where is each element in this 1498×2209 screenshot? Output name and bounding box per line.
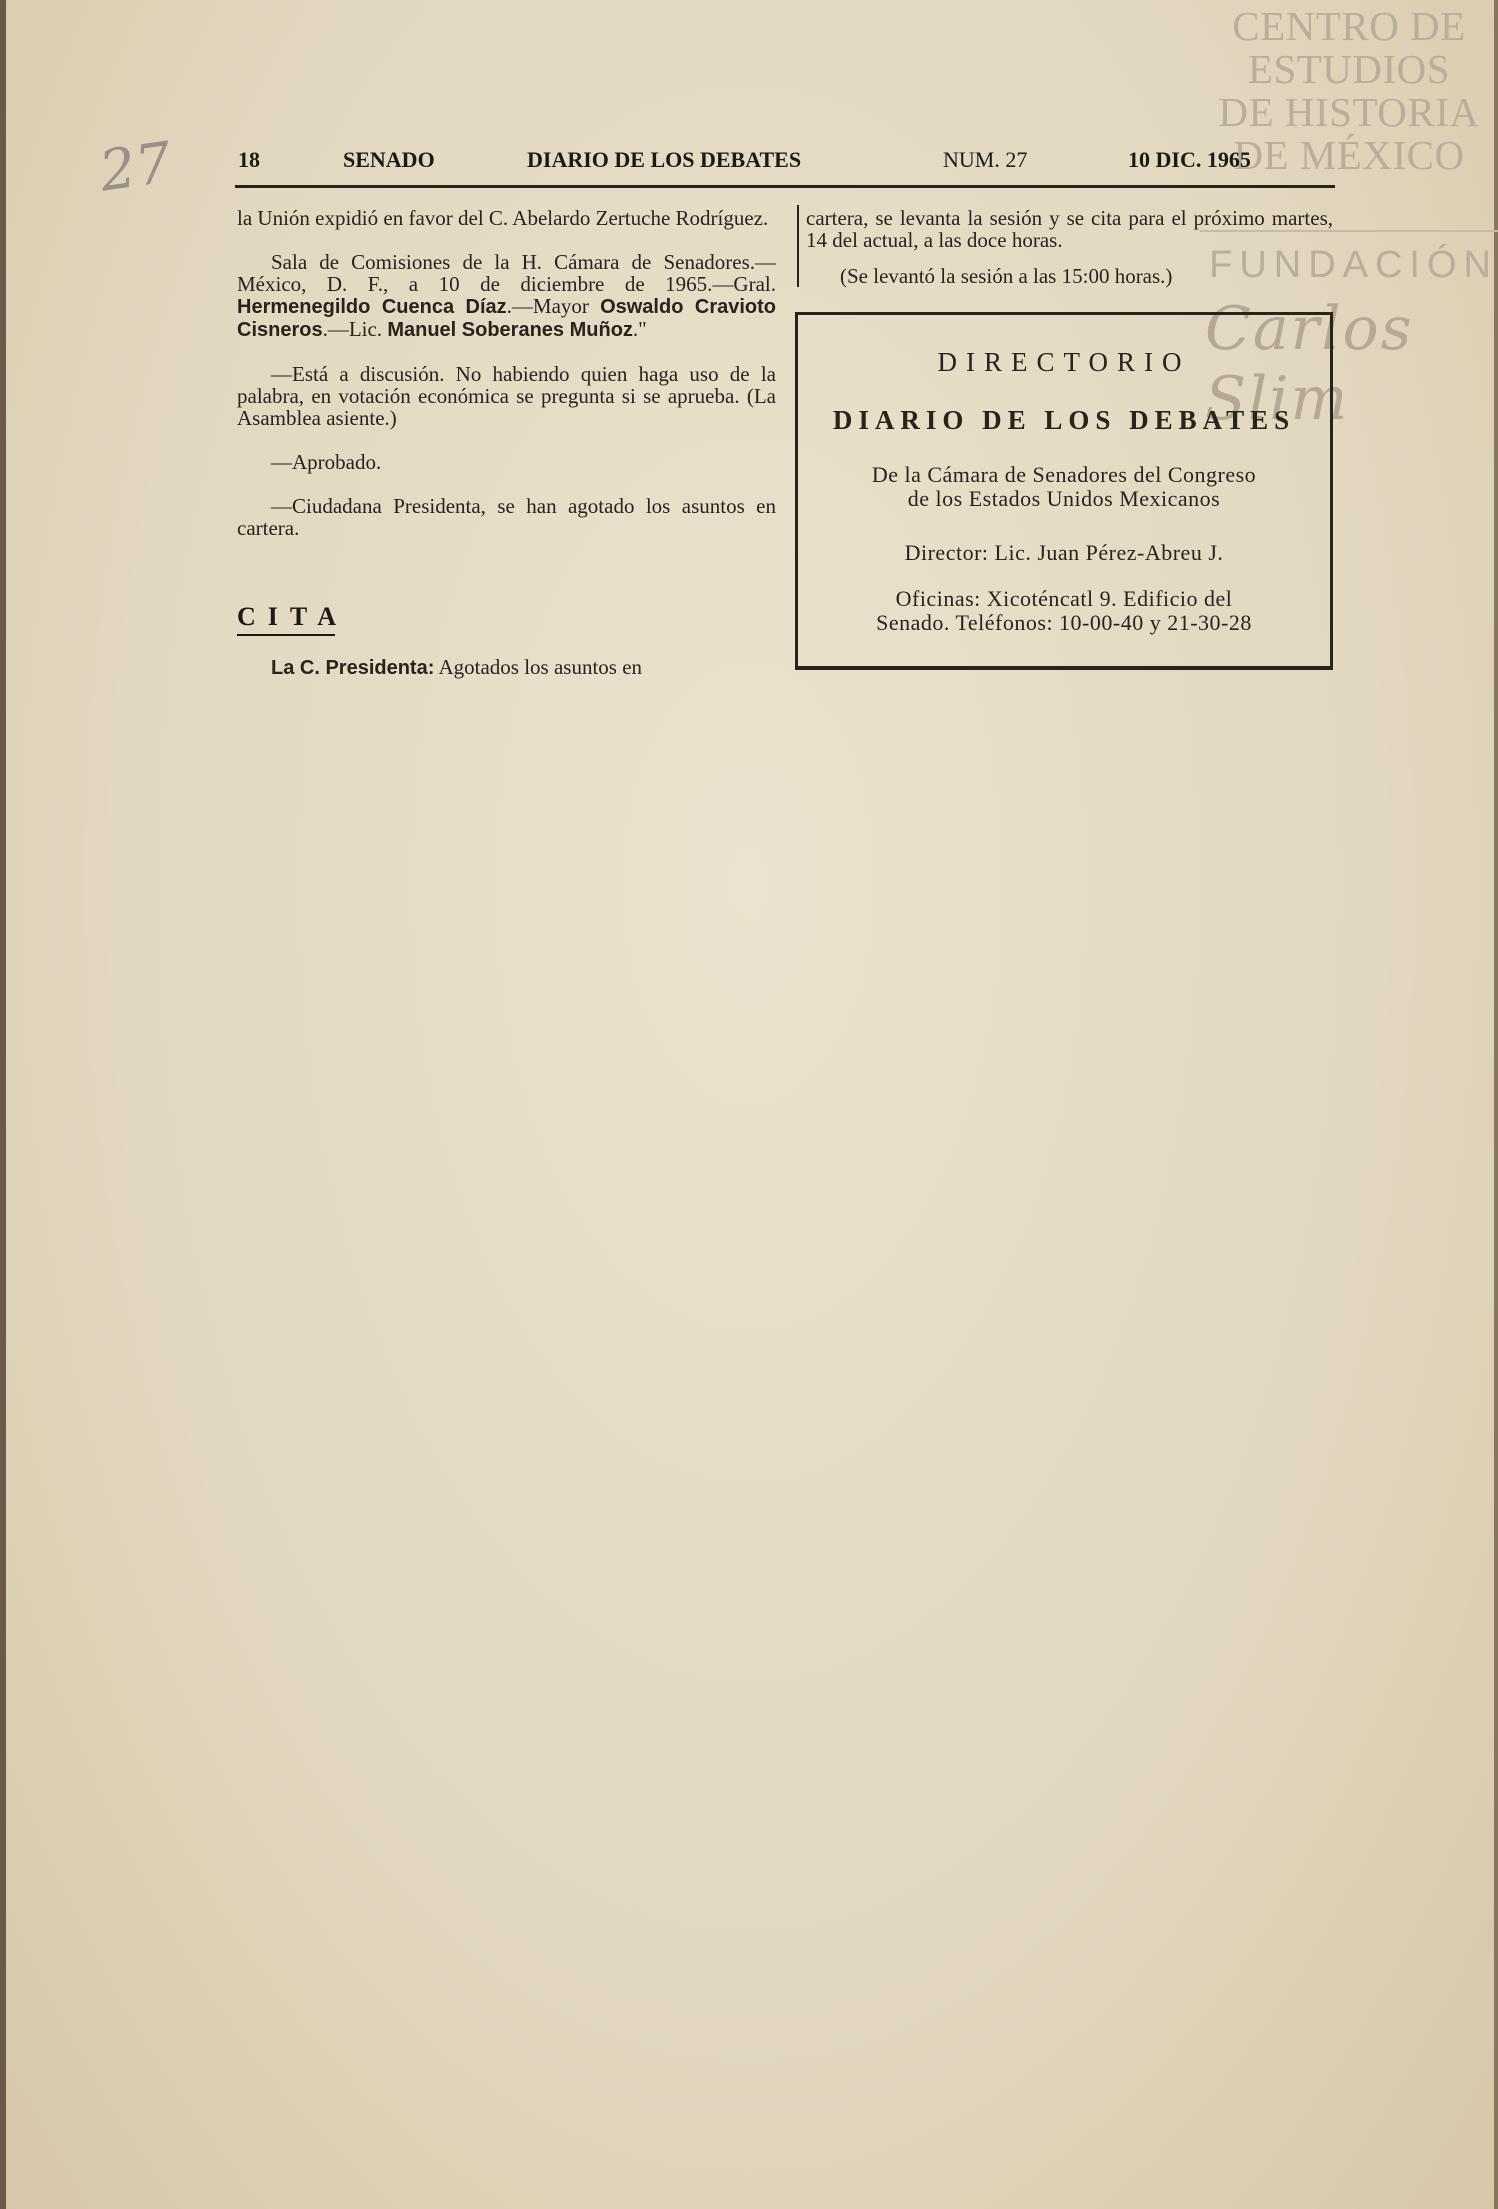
page-number: 18 <box>238 147 260 172</box>
signatory-name: Oswaldo Cravioto Cisneros <box>237 296 776 341</box>
watermark-line: DE HISTORIA <box>1218 89 1480 135</box>
speaker-label: La C. Presidenta: <box>271 657 435 679</box>
page-edge <box>0 0 6 2209</box>
watermark-line: DE MÉXICO <box>1233 132 1465 178</box>
watermark-line: CENTRO DE <box>1232 3 1466 49</box>
header-rule <box>235 185 1335 188</box>
page-header <box>0 147 1498 177</box>
paragraph: (Se levantó la sesión a las 15:00 horas.) <box>840 264 1173 288</box>
directorio-offices-line: Oficinas: Xicoténcatl 9. Edificio del <box>895 586 1233 611</box>
text: ." <box>632 317 647 341</box>
text: Sala de Comisiones de la H. Cámara de Senadores.—México, D. F., a 10 de diciembre de 1965.—Gral. <box>237 250 776 296</box>
chamber-name: SENADO <box>343 147 435 172</box>
directorio-box <box>795 312 1333 670</box>
paragraph <box>237 656 776 679</box>
text: .—Lic. <box>322 317 388 341</box>
signatory-name: Manuel Soberanes Muñoz <box>387 319 633 341</box>
publication-title: DIARIO DE LOS DEBATES <box>527 147 802 172</box>
left-column-continued <box>237 656 776 701</box>
directorio-org-line: De la Cámara de Senadores del Congreso <box>871 462 1257 487</box>
directorio-title: DIRECTORIO <box>937 347 1191 377</box>
directorio-org-line: de los Estados Unidos Mexicanos <box>907 486 1221 511</box>
paragraph: —Ciudadana Presidenta, se han agotado los asuntos en cartera. <box>237 494 776 540</box>
paragraph: —Aprobado. <box>271 450 382 474</box>
paragraph: la Unión expidió en favor del C. Abelardo Zertuche Rodríguez. <box>237 206 769 230</box>
paragraph: cartera, se levanta la sesión y se cita para el próximo martes, 14 del actual, a las doce horas. <box>806 206 1333 252</box>
left-column <box>237 207 776 561</box>
paragraph <box>237 251 776 341</box>
text: Agotados los asuntos en <box>434 655 643 679</box>
paragraph: —Está a discusión. No habiendo quien haga uso de la palabra, en votación económica se pregunta si se aprueba. (La Asamblea asiente.) <box>237 362 776 430</box>
issue-date: 10 DIC. 1965 <box>1128 147 1251 172</box>
section-title-rule <box>237 634 335 636</box>
signatory-name: Hermenegildo Cuenca Díaz <box>237 296 507 318</box>
right-column <box>806 207 1333 309</box>
section-title: CITA <box>237 602 349 631</box>
watermark-fundacion: FUNDACIÓN <box>1209 244 1498 286</box>
watermark-signature: Carlos Slim <box>1205 294 1414 434</box>
handwritten-page-number: 27 <box>95 130 176 205</box>
text: .—Mayor <box>506 294 601 318</box>
watermark-line: ESTUDIOS <box>1247 46 1451 92</box>
directorio-director: Director: Lic. Juan Pérez-Abreu J. <box>904 540 1224 565</box>
directorio-offices-line: Senado. Teléfonos: 10-00-40 y 21-30-28 <box>876 610 1252 635</box>
issue-number: NUM. 27 <box>943 147 1028 172</box>
directorio-subtitle: DIARIO DE LOS DEBATES <box>832 405 1296 435</box>
column-divider <box>797 205 799 287</box>
